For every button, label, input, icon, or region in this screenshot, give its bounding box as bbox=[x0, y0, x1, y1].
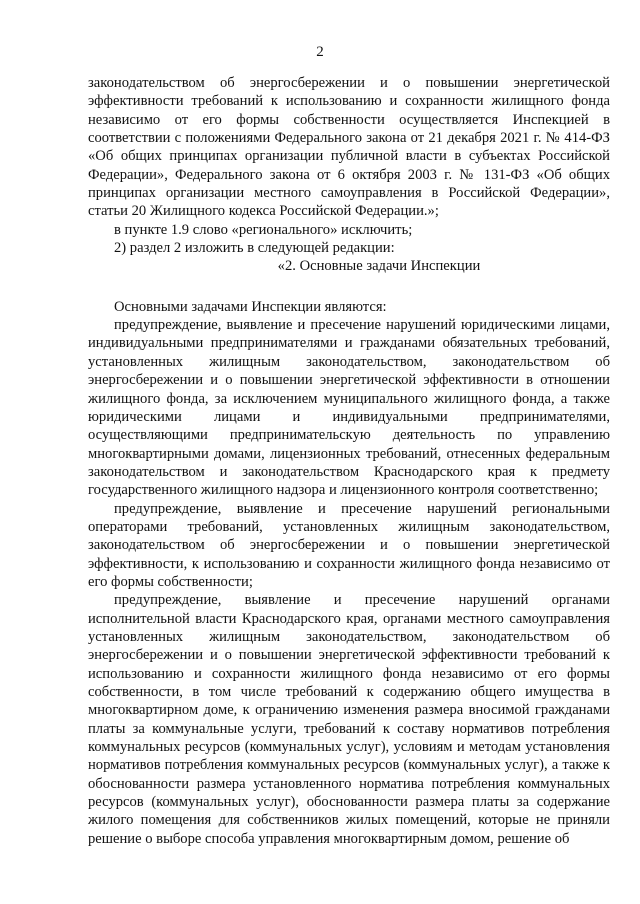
paragraph-task-2: предупреждение, выявление и пресечение нарушений региональными операторами требований, установленных жилищным законодательством, законодательством об энергосбережении и о повышении энергетической эффективности, к использованию и сохранности жилищного фонда независимо от его формы собственности; bbox=[88, 500, 610, 590]
page-number: 2 bbox=[316, 44, 324, 60]
blank-line bbox=[88, 276, 610, 298]
paragraph-tasks-intro: Основными задачами Инспекции являются: bbox=[114, 298, 387, 315]
paragraph-continuation: законодательством об энергосбережении и о повышении энергетической эффективности требований к использованию и сохранности жилищного фонда независимо от его формы собственности осуществляется Инспекцией в соответствии с положениями Федерального закона от 21 декабря 2021 г. № 414-ФЗ «Об общих принципах организации публичной власти в субъектах Российской Федерации», Федерального закона от 6 октября 2003 г. № 131-ФЗ «Об общих принципах организации местного самоуправления в Российской Федерации», статьи 20 Жилищного кодекса Российской Федерации.»; bbox=[88, 75, 610, 220]
document-body bbox=[88, 74, 610, 848]
section-heading: «2. Основные задачи Инспекции bbox=[277, 258, 481, 275]
paragraph-section-2-instruction: 2) раздел 2 изложить в следующей редакции: bbox=[114, 240, 395, 257]
paragraph-task-1: предупреждение, выявление и пресечение нарушений юридическими лицами, индивидуальными предпринимателями и гражданами обязательных требований, установленных жилищным законодательством, законодательством об энергосбережении и о повышении энергетической эффективности в отношении жилищного фонда, за исключением муниципального жилищного фонда, а также юридическими лицами и индивидуальными предпринимателями, осуществляющими предпринимательскую деятельность по управлению многоквартирными домами, лицензионных требований, отнесенных федеральным законодательством и законодательством Краснодарского края к предмету государственного жилищного надзора и лицензионного контроля соответственно; bbox=[88, 317, 610, 499]
paragraph-task-3: предупреждение, выявление и пресечение нарушений органами исполнительной власти Краснодарского края, органами местного самоуправления установленных жилищным законодательством, законодательством об энергосбережении и о повышении энергетической эффективности требований к использованию и сохранности жилищного фонда независимо от его формы собственности, в том числе требований к содержанию общего имущества в многоквартирном доме, к ограничению изменения размера вносимой гражданами платы за коммунальные услуги, требований к составу нормативов потребления коммунальных ресурсов (коммунальных услуг), условиям и методам установления нормативов потребления коммунальных ресурсов (коммунальных услуг), а также к обоснованности размера установленного норматива потребления коммунальных ресурсов (коммунальных услуг), обоснованности размера платы за содержание жилого помещения для собственников жилых помещений, которые не приняли решение о выборе способа управления многоквартирным домом, решение об bbox=[88, 592, 610, 847]
paragraph-item-1-9: в пункте 1.9 слово «регионального» исключить; bbox=[114, 221, 413, 238]
